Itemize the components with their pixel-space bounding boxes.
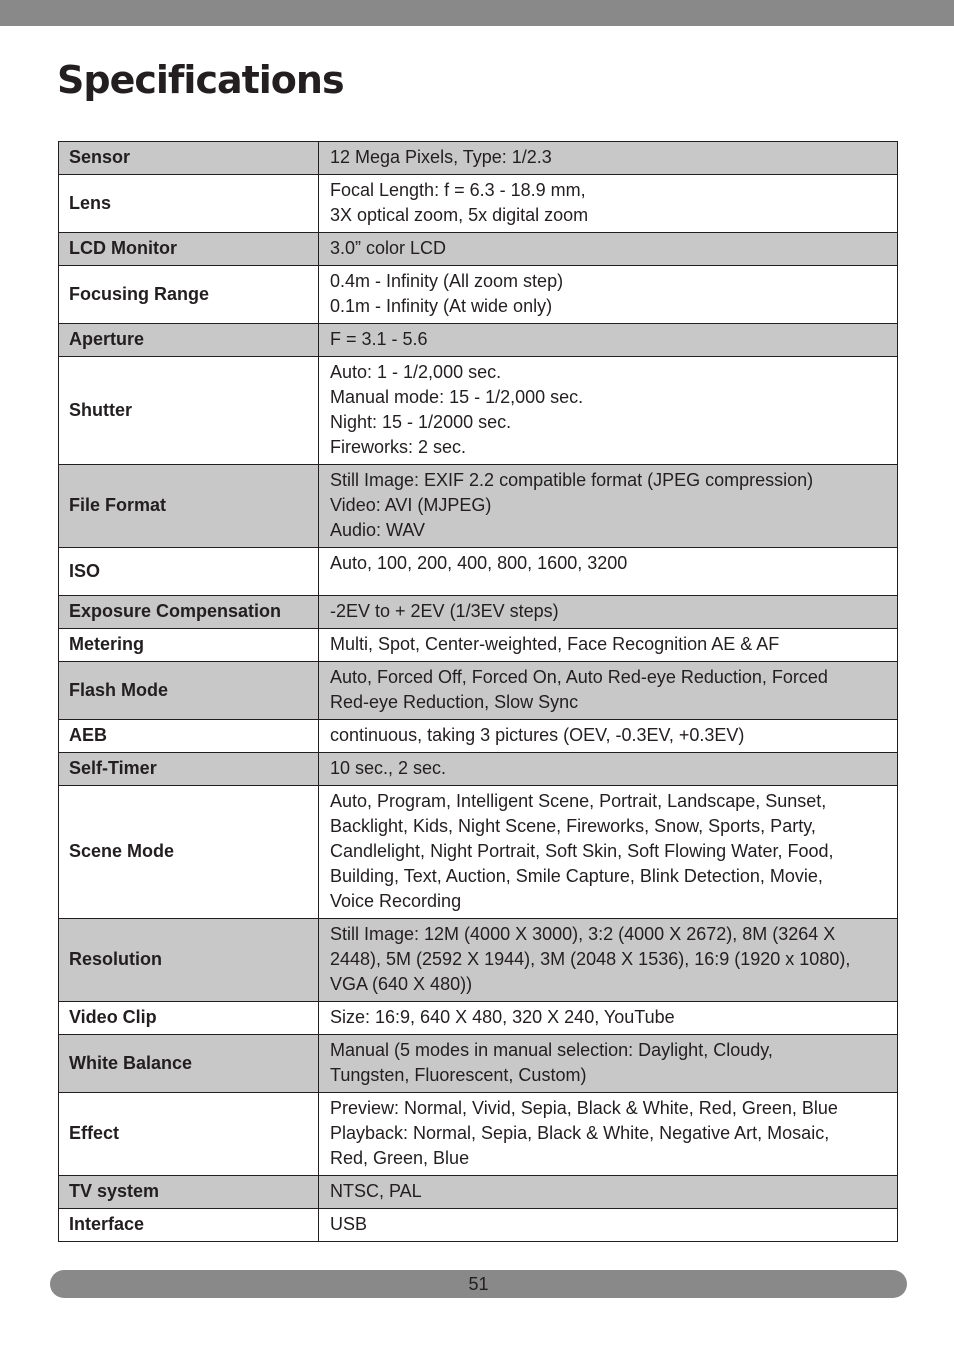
spec-value-line: Focal Length: f = 6.3 - 18.9 mm, [330, 180, 586, 200]
spec-label: Sensor [59, 142, 319, 175]
spec-value-line: Manual mode: 15 - 1/2,000 sec. [330, 387, 584, 407]
spec-value-line: Audio: WAV [330, 520, 426, 540]
spec-value-line: Auto: 1 - 1/2,000 sec. [330, 362, 502, 382]
spec-row-self-timer [59, 753, 898, 786]
page-title: Specifications [57, 58, 344, 102]
spec-value-line: Auto, 100, 200, 400, 800, 1600, 3200 [330, 553, 628, 573]
spec-value-line: Preview: Normal, Vivid, Sepia, Black & White, Red, Green, Blue [330, 1098, 838, 1118]
spec-row-white-balance [59, 1035, 898, 1093]
spec-value [319, 1209, 898, 1242]
spec-label: Resolution [59, 919, 319, 1002]
spec-row-interface [59, 1209, 898, 1242]
spec-label: Video Clip [59, 1002, 319, 1035]
spec-value [319, 1176, 898, 1209]
spec-value-line: Backlight, Kids, Night Scene, Fireworks, Snow, Sports, Party, [330, 816, 816, 836]
spec-value [319, 596, 898, 629]
spec-label: Self-Timer [59, 753, 319, 786]
page-number: 51 [468, 1274, 489, 1294]
spec-value-line: Red, Green, Blue [330, 1148, 470, 1168]
spec-value [319, 548, 898, 596]
spec-value [319, 753, 898, 786]
spec-row-tv-system [59, 1176, 898, 1209]
spec-value-line: Night: 15 - 1/2000 sec. [330, 412, 512, 432]
spec-value-line: Playback: Normal, Sepia, Black & White, Negative Art, Mosaic, [330, 1123, 830, 1143]
spec-value [319, 142, 898, 175]
spec-value-line: 10 sec., 2 sec. [330, 758, 447, 778]
spec-value-line: 3.0” color LCD [330, 238, 447, 258]
spec-value [319, 1035, 898, 1093]
spec-value-line: Auto, Program, Intelligent Scene, Portrait, Landscape, Sunset, [330, 791, 827, 811]
spec-value-line: continuous, taking 3 pictures (OEV, -0.3EV, +0.3EV) [330, 725, 745, 745]
spec-row-metering [59, 629, 898, 662]
spec-value-line: 2448), 5M (2592 X 1944), 3M (2048 X 1536), 16:9 (1920 x 1080), [330, 949, 851, 969]
spec-label: Metering [59, 629, 319, 662]
spec-value [319, 266, 898, 324]
spec-value-line: Multi, Spot, Center-weighted, Face Recognition AE & AF [330, 634, 780, 654]
spec-row-file-format [59, 465, 898, 548]
spec-value-line: Auto, Forced Off, Forced On, Auto Red-eye Reduction, Forced [330, 667, 828, 687]
spec-value [319, 357, 898, 465]
spec-row-aeb [59, 720, 898, 753]
spec-value-line: Voice Recording [330, 891, 462, 911]
spec-label: Exposure Compensation [59, 596, 319, 629]
spec-label: ISO [59, 548, 319, 596]
spec-label: File Format [59, 465, 319, 548]
spec-label: Flash Mode [59, 662, 319, 720]
spec-row-iso [59, 548, 898, 596]
spec-value [319, 1093, 898, 1176]
spec-row-focusing-range [59, 266, 898, 324]
spec-value-line: Video: AVI (MJPEG) [330, 495, 492, 515]
spec-value-line: F = 3.1 - 5.6 [330, 329, 428, 349]
spec-value [319, 919, 898, 1002]
spec-value-line: Red-eye Reduction, Slow Sync [330, 692, 579, 712]
spec-label: Focusing Range [59, 266, 319, 324]
spec-value-line: -2EV to + 2EV (1/3EV steps) [330, 601, 559, 621]
spec-value-line: Still Image: EXIF 2.2 compatible format (JPEG compression) [330, 470, 814, 490]
spec-row-exposure-compensation [59, 596, 898, 629]
spec-value-line: 12 Mega Pixels, Type: 1/2.3 [330, 147, 552, 167]
spec-value-line: Still Image: 12M (4000 X 3000), 3:2 (4000 X 2672), 8M (3264 X [330, 924, 836, 944]
spec-row-effect [59, 1093, 898, 1176]
spec-row-resolution [59, 919, 898, 1002]
spec-value-line: Manual (5 modes in manual selection: Daylight, Cloudy, [330, 1040, 773, 1060]
spec-label: Shutter [59, 357, 319, 465]
spec-value-line: 0.4m - Infinity (All zoom step) [330, 271, 564, 291]
spec-value-line: 0.1m - Infinity (At wide only) [330, 296, 553, 316]
spec-value [319, 786, 898, 919]
spec-value-line: Building, Text, Auction, Smile Capture, Blink Detection, Movie, [330, 866, 823, 886]
spec-row-scene-mode [59, 786, 898, 919]
top-header-bar [0, 0, 954, 26]
spec-value-line: 3X optical zoom, 5x digital zoom [330, 205, 589, 225]
specifications-table [58, 141, 898, 1242]
spec-value-line: Size: 16:9, 640 X 480, 320 X 240, YouTube [330, 1007, 675, 1027]
spec-value [319, 662, 898, 720]
spec-row-flash-mode [59, 662, 898, 720]
spec-row-lcd-monitor [59, 233, 898, 266]
spec-row-lens [59, 175, 898, 233]
spec-value-line: NTSC, PAL [330, 1181, 422, 1201]
spec-value-line: Candlelight, Night Portrait, Soft Skin, Soft Flowing Water, Food, [330, 841, 834, 861]
spec-label: White Balance [59, 1035, 319, 1093]
spec-label: Scene Mode [59, 786, 319, 919]
spec-label: Lens [59, 175, 319, 233]
spec-label: Effect [59, 1093, 319, 1176]
spec-value [319, 175, 898, 233]
spec-value [319, 465, 898, 548]
spec-label: LCD Monitor [59, 233, 319, 266]
spec-row-video-clip [59, 1002, 898, 1035]
spec-value [319, 233, 898, 266]
footer-bar [50, 1270, 907, 1298]
spec-value [319, 629, 898, 662]
spec-value [319, 720, 898, 753]
spec-value [319, 1002, 898, 1035]
spec-label: AEB [59, 720, 319, 753]
spec-row-sensor [59, 142, 898, 175]
spec-label: Interface [59, 1209, 319, 1242]
spec-label: TV system [59, 1176, 319, 1209]
spec-value-line: Fireworks: 2 sec. [330, 437, 467, 457]
spec-value-line: VGA (640 X 480)) [330, 974, 473, 994]
spec-row-shutter [59, 357, 898, 465]
spec-value-line: Tungsten, Fluorescent, Custom) [330, 1065, 587, 1085]
spec-label: Aperture [59, 324, 319, 357]
spec-value-line: USB [330, 1214, 368, 1234]
spec-row-aperture [59, 324, 898, 357]
spec-value [319, 324, 898, 357]
